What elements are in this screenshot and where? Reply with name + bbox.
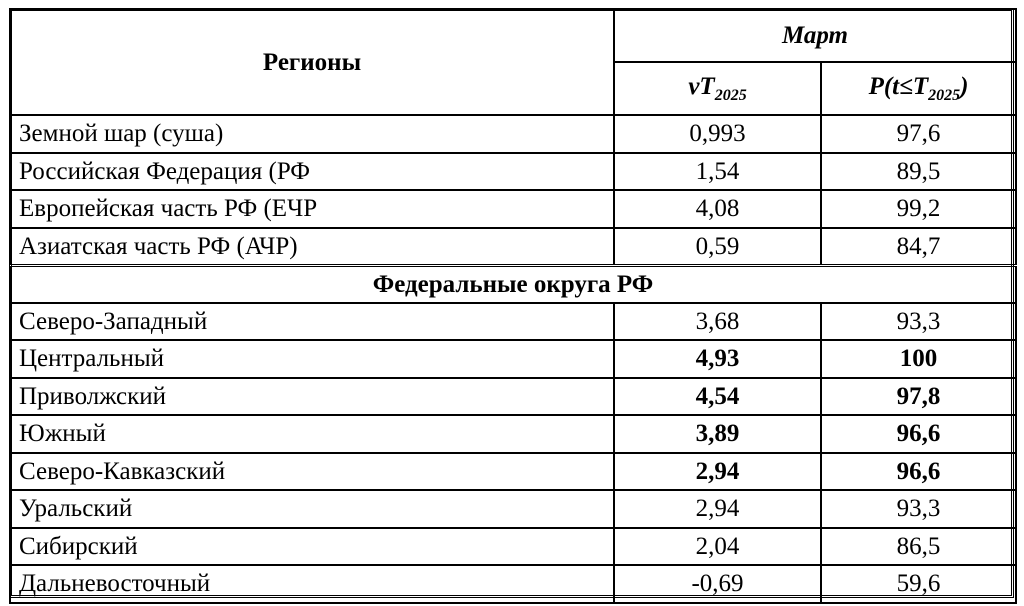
vt-value: 4,93: [614, 340, 821, 378]
region-name: Дальневосточный: [10, 565, 614, 603]
header-vt: $vT_{2025}$: [614, 62, 821, 115]
region-name: Земной шар (суша): [10, 115, 614, 153]
region-name: Северо-Западный: [10, 303, 614, 341]
region-name: Европейская часть РФ (ЕЧР: [10, 190, 614, 228]
table-row: [10, 340, 1016, 378]
table-row: [10, 228, 1016, 266]
group-row: [10, 265, 1016, 303]
probability-value: 89,5: [821, 153, 1016, 191]
probability-value: 86,5: [821, 528, 1016, 566]
table-row: [10, 565, 1016, 603]
region-name: Азиатская часть РФ (АЧР): [10, 228, 614, 266]
table-row: [10, 190, 1016, 228]
vt-value: 4,54: [614, 378, 821, 416]
probability-value: 100: [821, 340, 1016, 378]
table-row: [10, 490, 1016, 528]
header-regions: Регионы: [10, 9, 614, 115]
table-row: [10, 303, 1016, 341]
probability-value: 97,6: [821, 115, 1016, 153]
table-row: [10, 528, 1016, 566]
vt-value: 0,59: [614, 228, 821, 266]
probability-value: 59,6: [821, 565, 1016, 603]
vt-value: 2,94: [614, 453, 821, 491]
vt-value: 2,94: [614, 490, 821, 528]
vt-value: -0,69: [614, 565, 821, 603]
region-name: Приволжский: [10, 378, 614, 416]
region-name: Сибирский: [10, 528, 614, 566]
group-title: Федеральные округа РФ: [10, 265, 1016, 303]
table-row: [10, 453, 1016, 491]
header-probability: $P(t\le T_{2025})$: [821, 62, 1016, 115]
regions-table: [9, 8, 1017, 604]
vt-value: 0,993: [614, 115, 821, 153]
region-name: Южный: [10, 415, 614, 453]
vt-value: 3,89: [614, 415, 821, 453]
probability-value: 96,6: [821, 415, 1016, 453]
probability-value: 93,3: [821, 490, 1016, 528]
vt-value: 1,54: [614, 153, 821, 191]
probability-value: 96,6: [821, 453, 1016, 491]
region-name: Северо-Кавказский: [10, 453, 614, 491]
table-row: [10, 378, 1016, 416]
vt-value: 3,68: [614, 303, 821, 341]
probability-value: 97,8: [821, 378, 1016, 416]
probability-value: 93,3: [821, 303, 1016, 341]
table-row: [10, 415, 1016, 453]
table-row: [10, 115, 1016, 153]
probability-value: 99,2: [821, 190, 1016, 228]
region-name: Российская Федерация (РФ: [10, 153, 614, 191]
header-month: Март: [614, 9, 1016, 62]
region-name: Уральский: [10, 490, 614, 528]
probability-value: 84,7: [821, 228, 1016, 266]
region-name: Центральный: [10, 340, 614, 378]
vt-value: 2,04: [614, 528, 821, 566]
table-row: [10, 153, 1016, 191]
vt-value: 4,08: [614, 190, 821, 228]
